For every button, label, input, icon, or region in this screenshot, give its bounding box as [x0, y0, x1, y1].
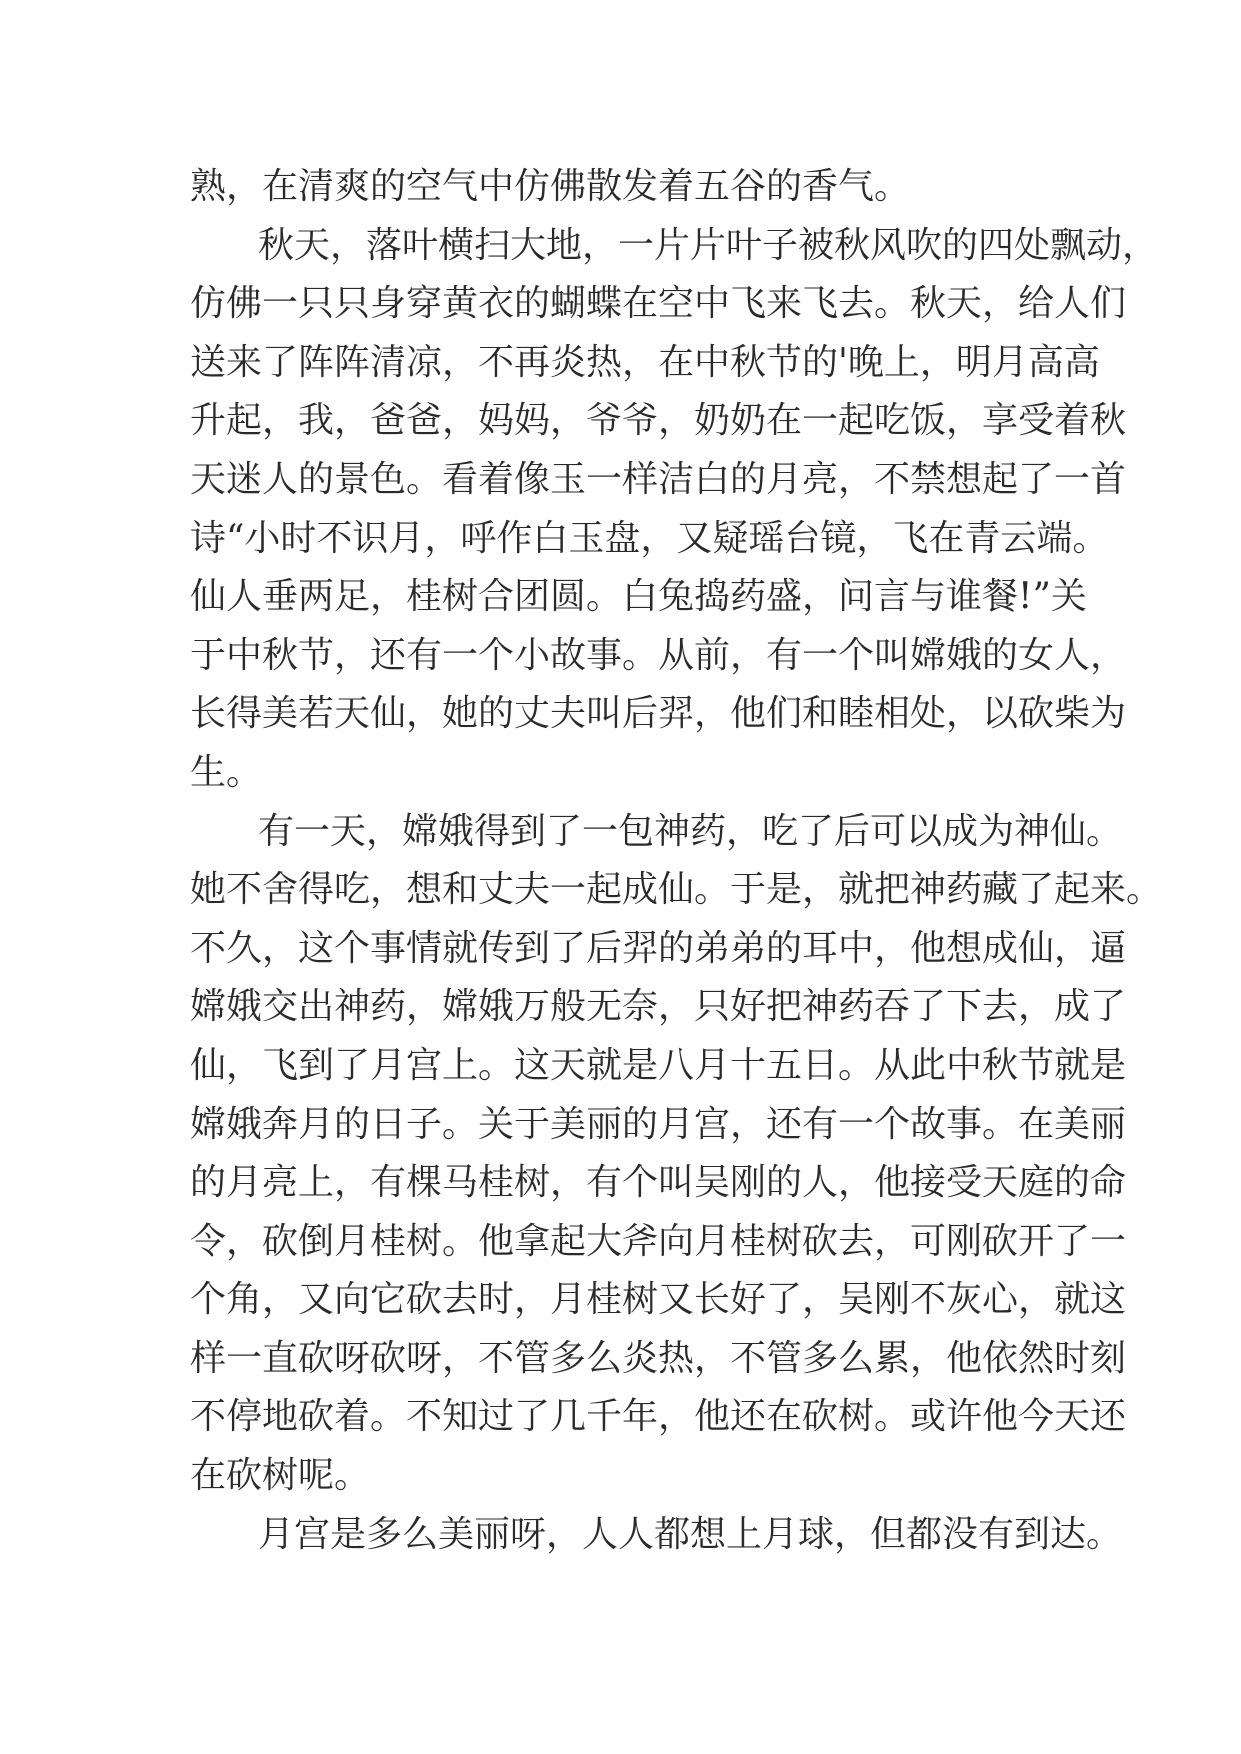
body-text — [190, 158, 1163, 1564]
text-line: 个角，又向它砍去时，月桂树又长好了，吴刚不灰心，就这 — [190, 1279, 1127, 1321]
text-line: 熟，在清爽的空气中仿佛散发着五谷的香气。 — [190, 166, 911, 207]
text-line: 仿佛一只只身穿黄衣的蝴蝶在空中飞来飞去。秋天，给人们 — [190, 283, 1127, 325]
text-line: 在砍树呢。 — [190, 1455, 371, 1497]
text-line: 生。 — [190, 751, 263, 793]
text-line: 长得美若天仙，她的丈夫叫后羿，他们和睦相处，以砍柴为 — [190, 693, 1127, 735]
text-line: 嫦娥交出神药，嫦娥万般无奈，只好把神药吞了下去，成了 — [190, 986, 1127, 1028]
text-line: 仙人垂两足，桂树合团圆。白兔捣药盛，问言与谁餐!”关 — [190, 576, 1087, 618]
text-line: 于中秋节，还有一个小故事。从前，有一个叫嫦娥的女人， — [190, 634, 1127, 676]
text-line: 升起，我，爸爸，妈妈，爷爷，奶奶在一起吃饭，享受着秋 — [190, 400, 1127, 442]
text-line: 秋天，落叶横扫大地，一片片叶子被秋风吹的四处飘动， — [258, 224, 1159, 266]
text-line: 嫦娥奔月的日子。关于美丽的月宫，还有一个故事。在美丽 — [190, 1103, 1127, 1145]
text-line: 天迷人的景色。看着像玉一样洁白的月亮，不禁想起了一首 — [190, 458, 1127, 500]
text-line: 不停地砍着。不知过了几千年，他还在砍树。或许他今天还 — [190, 1396, 1127, 1438]
text-line: 月宫是多么美丽呀，人人都想上月球，但都没有到达。 — [258, 1513, 1123, 1555]
text-line: 的月亮上，有棵马桂树，有个叫吴刚的人，他接受天庭的命 — [190, 1162, 1127, 1204]
text-line: 令，砍倒月桂树。他拿起大斧向月桂树砍去，可刚砍开了一 — [190, 1220, 1127, 1262]
text-line: 仙，飞到了月宫上。这天就是八月十五日。从此中秋节就是 — [190, 1044, 1127, 1086]
text-line: 她不舍得吃，想和丈夫一起成仙。于是，就把神药藏了起来。 — [190, 869, 1163, 911]
text-line: 有一天，嫦娥得到了一包神药，吃了后可以成为神仙。 — [258, 810, 1123, 852]
text-line: 不久，这个事情就传到了后羿的弟弟的耳中，他想成仙，逼 — [190, 927, 1127, 969]
text-line: 诗“小时不识月，呼作白玉盘，又疑瑶台镜，飞在青云端。 — [190, 517, 1109, 559]
text-line: 送来了阵阵清凉，不再炎热，在中秋节的'晚上，明月高高 — [190, 341, 1100, 383]
text-line: 样一直砍呀砍呀，不管多么炎热，不管多么累，他依然时刻 — [190, 1337, 1127, 1379]
